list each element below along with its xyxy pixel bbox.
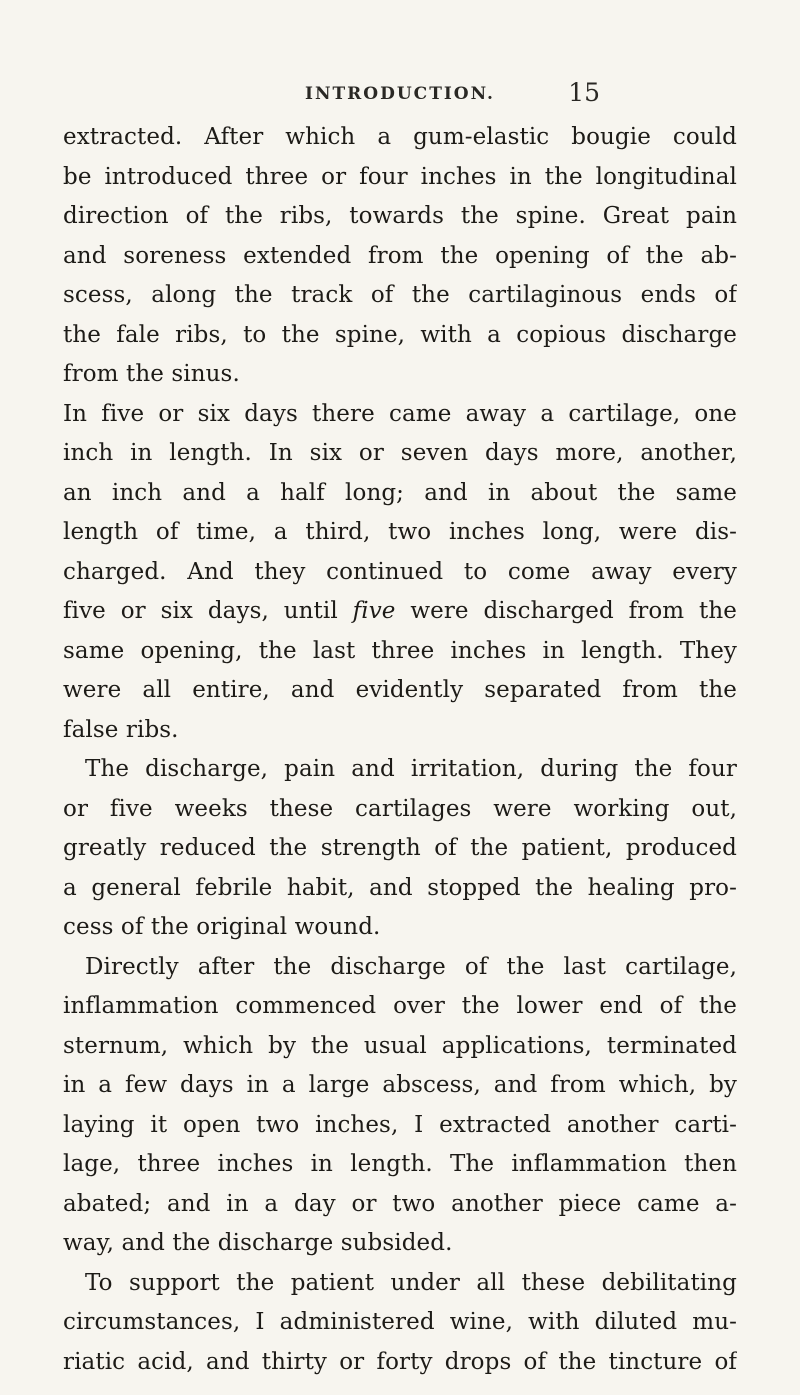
text-line: laying it open two inches, I extracted another carti- [63,1111,737,1138]
text-segment: were discharged from the [395,598,737,624]
text-line: way, and the discharge subsided. [63,1230,453,1256]
text-line: an inch and a half long; and in about the same [63,479,737,506]
text-line: To support the patient under all these debilitating [85,1269,737,1296]
text-line: inflammation commenced over the lower end of the [63,993,737,1019]
italic-word: five [352,598,396,624]
text-line: lage, three inches in length. The inflammation then [63,1151,737,1177]
text-line: Directly after the discharge of the last cartilage, [85,953,737,980]
text-line: sternum, which by the usual applications, terminated [63,1032,737,1059]
text-line: same opening, the last three inches in length. They [63,637,737,664]
text-line: length of time, a third, two inches long, were dis- [63,519,737,545]
text-line: extracted. After which a gum-elastic bougie could [63,124,737,150]
text-line: inch in length. In six or seven days more, another, [63,440,737,466]
header-title: INTRODUCTION. [305,84,495,104]
text-segment: five or six days, until [63,598,353,624]
page-number: 15 [568,78,600,107]
text-line: be introduced three or four inches in the longitudinal [63,163,737,190]
text-line: cess of the original wound. [63,914,381,940]
text-line: scess, along the track of the cartilaginous ends of [63,282,737,308]
text-line: riatic acid, and thirty or forty drops of the tincture of [63,1348,737,1375]
text-line: in a few days in a large abscess, and from which, by [63,1072,737,1098]
text-line: false ribs. [63,716,179,743]
text-line: a general febrile habit, and stopped the healing pro- [63,874,737,901]
text-line: abated; and in a day or two another piece came a- [63,1190,737,1217]
text-line: greatly reduced the strength of the patient, produced [63,835,737,861]
text-line: or five weeks these cartilages were working out, [63,795,737,822]
running-head [0,78,800,108]
text-line: direction of the ribs, towards the spine. Great pain [63,203,737,229]
text-line: the fale ribs, to the spine, with a copious discharge [63,321,737,348]
text-line: circumstances, I administered wine, with diluted mu- [63,1309,737,1335]
text-line: The discharge, pain and irritation, during the four [85,756,737,782]
text-line [63,592,737,632]
text-line: and soreness extended from the opening of the ab- [63,242,737,269]
text-line: from the sinus. [63,361,240,387]
text-line: were all entire, and evidently separated from the [63,677,737,703]
body-text [63,118,737,1382]
text-line: In five or six days there came away a cartilage, one [63,400,737,427]
text-line: charged. And they continued to come away every [63,558,737,585]
